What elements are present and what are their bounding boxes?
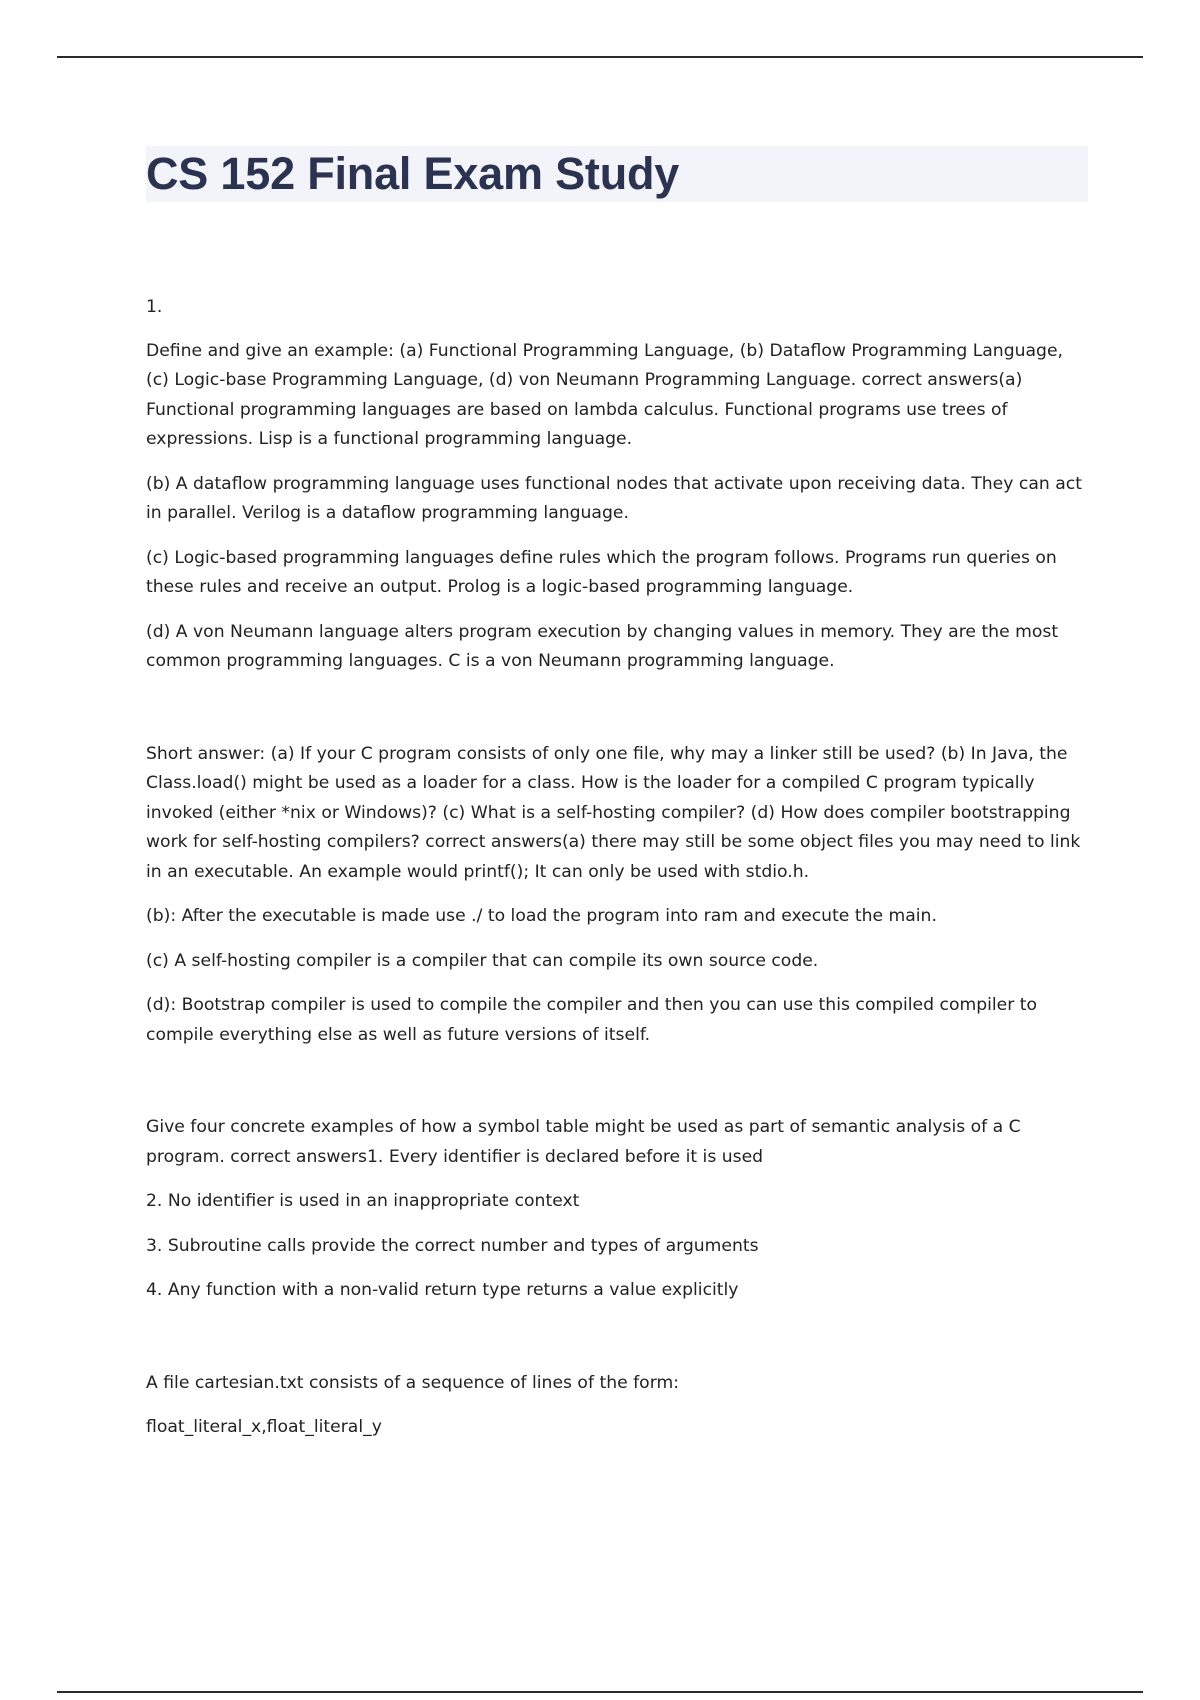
document-body: [146, 293, 1091, 1458]
q3-prompt: Give four concrete examples of how a symbol table might be used as part of semantic analysis of a C program. correct answers1. Every identifier is declared before it is used: [146, 1117, 1021, 1167]
document-title: CS 152 Final Exam Study: [146, 148, 680, 199]
q2-answer-c: (c) A self-hosting compiler is a compiler that can compile its own source code.: [146, 950, 819, 971]
q3-answer-2: 2. No identifier is used in an inappropriate context: [146, 1191, 580, 1211]
q1-answer-c: (c) Logic-based programming languages define rules which the program follows. Programs run queries on these rules and receive an output. Prolog is a logic-based programming language.: [146, 547, 1057, 597]
q2-answer-d: (d): Bootstrap compiler is used to compile the compiler and then you can use this compiled compiler to compile everything else as well as future versions of itself.: [146, 995, 1038, 1045]
question-number: 1.: [146, 297, 163, 317]
top-rule: [57, 56, 1143, 58]
bottom-rule: [57, 1691, 1143, 1693]
q2-answer-b: (b): After the executable is made use ./ to load the program into ram and execute the main.: [146, 906, 937, 926]
q1-prompt: Define and give an example: (a) Functional Programming Language, (b) Dataflow Programming Language, (c) Logic-base Programming Language, (d) von Neumann Programming Language. correct answers(a) Functional programming languages are based on lambda calculus. Functional programs use trees of expressions. Lisp is a functional programming language.: [146, 340, 1063, 449]
q3-answer-3: 3. Subroutine calls provide the correct number and types of arguments: [146, 1235, 759, 1256]
q3-answer-4: 4. Any function with a non-valid return type returns a value explicitly: [146, 1280, 739, 1300]
q2-prompt: Short answer: (a) If your C program consists of only one file, why may a linker still be used? (b) In Java, the Class.load() might be used as a loader for a class. How is the loader for a compiled C program typically invoked (either *nix or Windows)? (c) What is a self-hosting compiler? (d) How does compiler bootstrapping work for self-hosting compilers? correct answers(a) there may still be some object files you may need to link in an executable. An example would printf(); It can only be used with stdio.h.: [146, 743, 1081, 882]
q4-format-line: float_literal_x,float_literal_y: [146, 1417, 382, 1437]
section-gap: [146, 1321, 1091, 1369]
q1-answer-d: (d) A von Neumann language alters program execution by changing values in memory. They are the most common programming languages. C is a von Neumann programming language.: [146, 621, 1059, 671]
section-gap: [146, 1065, 1091, 1113]
q1-answer-b: (b) A dataflow programming language uses functional nodes that activate upon receiving data. They can act in parallel. Verilog is a dataflow programming language.: [146, 473, 1082, 523]
section-gap: [146, 692, 1091, 740]
q4-prompt: A file cartesian.txt consists of a sequence of lines of the form:: [146, 1372, 679, 1393]
